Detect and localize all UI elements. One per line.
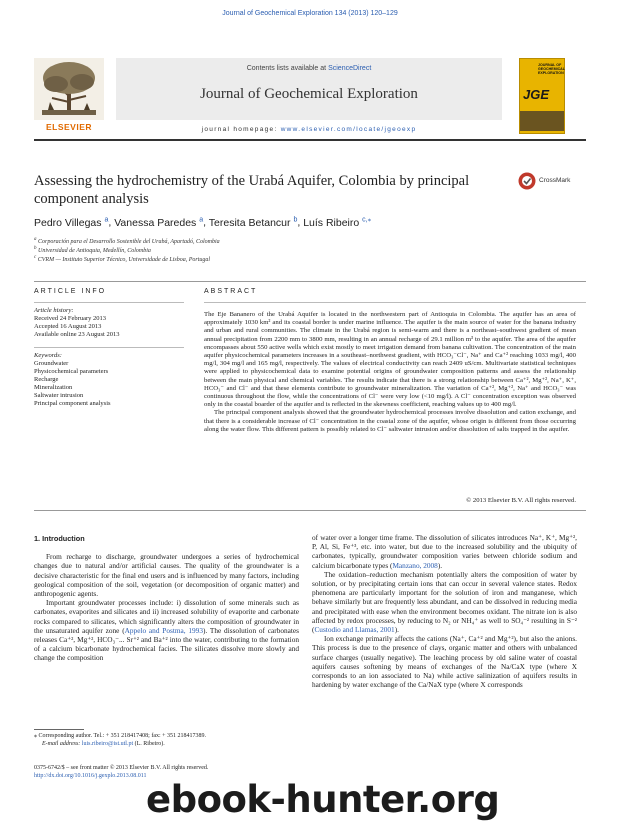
- abstract-heading: ABSTRACT: [204, 288, 258, 295]
- abstract-copyright: © 2013 Elsevier B.V. All rights reserved.: [466, 497, 576, 504]
- body-paragraph: of water over a longer time frame. The dissolution of silicates introduces Na⁺, K⁺, Mg⁺², P, Al, Si, Fe⁺³, etc. into water, but due to the increased solubility and the ubiquity of carbonates, typically, groundwater composition varies between chloride sodium and calcium bicarbonate types (Manzano, 2008).: [312, 533, 577, 570]
- cover-title: JOURNAL OF GEOCHEMICAL EXPLORATION: [538, 63, 565, 76]
- abstract-rule: [204, 302, 586, 303]
- publisher-name: ELSEVIER: [45, 122, 93, 132]
- body-paragraph: Ion exchange primarily affects the cations (Na⁺, Ca⁺² and Mg⁺²), but also the anions. This process is due to the presence of clays, organic matter and others with unbalanced surface charges (usually negative). The leaching process by old saline water of coastal aquifers causes softening by means of exchanges of the Na/CaX type (where X corresponds to an ion associated to Na) while active salinization of aquifers results in hardening by water exchange of the Ca/NaX type (where X corresponds: [312, 634, 577, 690]
- homepage-link[interactable]: www.elsevier.com/locate/jgeoexp: [280, 126, 417, 133]
- keyword: Principal component analysis: [34, 400, 111, 407]
- keyword: Mineralization: [34, 384, 73, 391]
- header-rule: [34, 139, 586, 141]
- elsevier-tree-logo: [34, 58, 104, 120]
- journal-banner: [116, 58, 502, 120]
- journal-homepage: [116, 126, 502, 133]
- article-info-heading: ARTICLE INFO: [34, 288, 107, 295]
- article-history: [34, 307, 184, 339]
- keywords: [34, 352, 184, 408]
- body-paragraph: From recharge to discharge, groundwater undergoes a series of hydrochemical changes due to natural and/or artificial causes. The quality of the groundwater is a decisive characteristic for the final end users and is influenced by many factors, including geological composition of the soil, vegetation (or decomposition of organic matter) and anthropogenic agents.: [34, 552, 299, 599]
- abstract-paragraph-2: The principal component analysis showed that the groundwater hydrochemical processes involve dissolution and cation exchange, and that there is a considerable increase of Cl⁻ concentration in the coastal zone of the aquifer, whose origin is different from those occurring along the water flow. This different pattern is possibly related to Cl⁻ saltwater intrusion and/or dissolution of salts trapped in the aquifer.: [204, 409, 576, 433]
- footnote-email-line: [34, 741, 304, 749]
- reference-link[interactable]: Custodio and Llamas, 2001: [314, 625, 395, 635]
- sciencedirect-link[interactable]: ScienceDirect: [328, 65, 372, 72]
- contents-prefix: Contents lists available at: [246, 65, 327, 72]
- history-label: Article history:: [34, 307, 74, 314]
- affiliation-b: $^b$ Universidad de Antioquia, Medellín, Colombia: [34, 246, 151, 254]
- keyword: Groundwater: [34, 360, 69, 367]
- keyword: Saltwater intrusion: [34, 392, 84, 399]
- journal-citation[interactable]: Journal of Geochemical Exploration 134 (2013) 120–129: [222, 10, 398, 17]
- article-title: Assessing the hydrochemistry of the Urabá Aquifer, Colombia by principal component analysis: [34, 173, 470, 207]
- affiliation-a: $^a$ Corporación para el Desarrollo Sostenible del Urabá, Apartadó, Colombia: [34, 237, 220, 245]
- crossmark-badge[interactable]: [518, 172, 578, 192]
- body-left-column: [34, 534, 299, 663]
- affiliation-rule: [34, 281, 586, 282]
- body-paragraph: Important groundwater processes include: i) dissolution of some minerals such as carbonates, evaporites and silicates and ii) increased solubility of evaporite and carbonate rocks compared to silicates, which significantly alters the composition of groundwater in the unsaturated aquifer zone (Appelo and Postma, 1993). The dissolution of carbonates releases Ca⁺², Mg⁺², HCO₃⁻... Sr⁺² and Ba⁺² into the water, contributing to the formation of a calcium bicarbonate hydrochemical facies. The silicates dissolve more slowly and change the composition: [34, 598, 299, 663]
- author-4[interactable]: Luís Ribeiro $^{c,⁎}$: [303, 216, 372, 229]
- body-rule: [34, 510, 586, 511]
- history-accepted: Accepted 16 August 2013: [34, 323, 102, 330]
- author-list: Pedro Villegas $^a$, Vanessa Paredes $^a$, Teresita Betancur $^b$, Luís Ribeiro $^{c,⁎}$: [34, 216, 372, 229]
- keyword: Recharge: [34, 376, 59, 383]
- body-paragraph: The oxidation–reduction mechanism potentially alters the composition of water by solution, or by precipitating certain ions that can occur in several valence states. Redox phenomena are particularly important for the solution of iron and manganese, which behave similarly but are frequently less abundant, and can be dissolved in reducing media and precipitated with ease when the environment becomes oxidant. The nitrate ion is also affected by redox processes, by reducing to N₂ or NH₄⁺ as well to SO₄⁻² resulting in S⁻² (Custodio and Llamas, 2001).: [312, 569, 577, 635]
- cover-band: [520, 111, 564, 131]
- keyword: Physicochemical parameters: [34, 368, 109, 375]
- author-3[interactable]: Teresita Betancur $^b$: [208, 216, 298, 229]
- email-suffix: (L. Ribeiro).: [134, 740, 165, 747]
- info-rule: [34, 302, 184, 303]
- history-rule: [34, 347, 184, 348]
- journal-title: Journal of Geochemical Exploration: [200, 86, 418, 102]
- footnote-contact: ⁎ Corresponding author. Tel.: + 351 218417408; fax: + 351 218417389.: [34, 733, 207, 739]
- cover-abbrev: JGE: [523, 87, 550, 102]
- footnote-rule: [34, 729, 84, 730]
- doi-link[interactable]: http://dx.doi.org/10.1016/j.gexplo.2013.08.011: [34, 772, 147, 779]
- history-online: Available online 23 August 2013: [34, 331, 120, 338]
- watermark-text: ebook-hunter.org: [146, 778, 500, 821]
- homepage-prefix: journal homepage:: [201, 126, 278, 133]
- email-label: E-mail address:: [42, 740, 81, 747]
- crossmark-label: CrossMark: [539, 177, 571, 184]
- contents-line: [116, 65, 502, 72]
- author-1[interactable]: Pedro Villegas $^a$: [34, 216, 109, 229]
- corresponding-author-footnote: [34, 733, 304, 748]
- abstract-paragraph-1: The Eje Bananero of the Urabá Aquifer is located in the northwestern part of Antioquia in Colombia. The aquifer has an area of approximately 1030 km² and its coastal border is under marine influence. The aquifer is the main source of water for the banana industry and urban and rural communities. The climate in the Urabá region is semi-warm and there is a northeast–southwest gradient of mean annual precipitation from 2200 mm to 3800 mm, resulting in an annual recharge of 29.1 million m³ to the aquifer. The area of the aquifer encompasses about 550 active wells which exist mostly to meet irrigation demand from banana cultivation. The concentration of the main aquifer physicochemical parameters increases in a southeast–northwest gradient, with HCO₃⁻Cl⁻, Na⁺ and Ca⁺² reaching 1033 mg/l, 400 mg/l, 304 mg/l and 165 mg/l, respectively. The values of electrical conductivity can reach 2409 uS/cm. Multivariate statistical techniques were applied to physicochemical data to examine potential origins of groundwater composition patterns and assess the relationship between the main physical and chemical variables. The results indicate that there is a strong relationship between Ca⁺², Mg⁺², Na⁺, K⁺, HCO₃⁻ and Cl⁻ and that these elements contribute to groundwater mineralization. The variation of Ca⁺², Mg⁺², Na⁺ and HCO₃⁻ was continuous throughout the flow, while the concentrations of Cl⁻ were very low (<10 mg/l). A Cl⁻ concentration exception was observed only in the coastal boarder of the aquifer and is reflected in the skewness coefficient, reaching values up to 400 mg/l.: [204, 311, 576, 409]
- journal-cover[interactable]: [519, 58, 565, 134]
- section-heading: 1. Introduction: [34, 534, 85, 543]
- history-received: Received 24 February 2013: [34, 315, 107, 322]
- affiliation-c: $^c$ CVRM — Instituto Superior Técnico, Universidade de Lisboa, Portugal: [34, 255, 211, 263]
- crossmark-icon: [518, 172, 536, 190]
- abstract-body: [204, 311, 576, 434]
- keywords-label: Keywords:: [34, 352, 62, 359]
- email-link[interactable]: luis.ribeiro@ist.utl.pt: [81, 740, 134, 747]
- reference-link[interactable]: Appelo and Postma, 1993: [124, 625, 203, 635]
- reference-link[interactable]: Manzano, 2008: [392, 560, 438, 570]
- body-right-column: [312, 533, 577, 689]
- author-2[interactable]: Vanessa Paredes $^a$: [114, 216, 204, 229]
- issn-line: 0375-6742/$ – see front matter © 2013 Elsevier B.V. All rights reserved.: [34, 765, 209, 771]
